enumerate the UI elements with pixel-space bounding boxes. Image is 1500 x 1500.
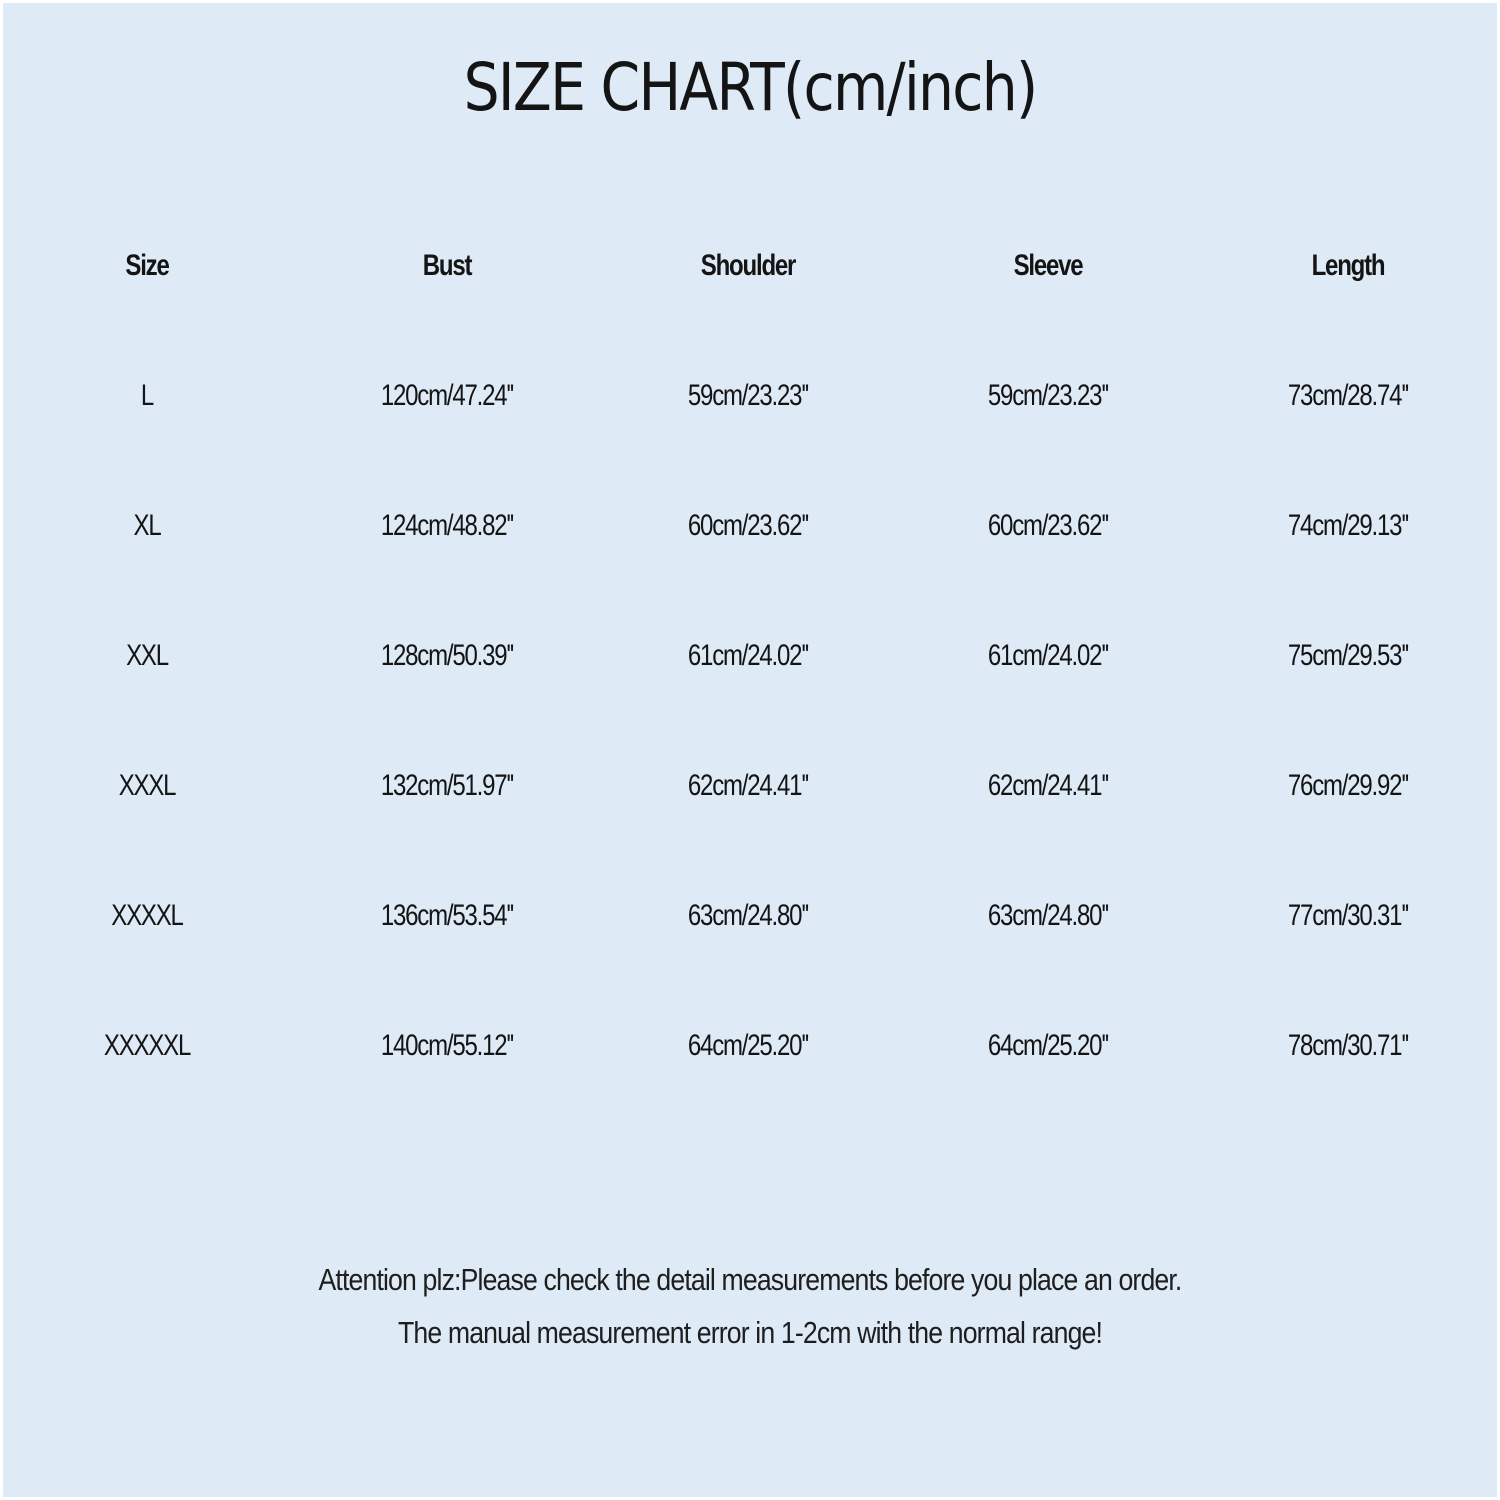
sleeve-cell: 64cm/25.20'' [987,1029,1109,1062]
bust-cell: 136cm/53.54'' [380,899,514,932]
shoulder-cell: 59cm/23.23'' [687,379,809,412]
sleeve-cell: 60cm/23.62'' [987,509,1109,542]
header-shoulder: Shoulder [700,249,796,282]
sleeve-cell: 63cm/24.80'' [987,899,1109,932]
table-row [3,496,1497,556]
size-cell: XXXL [118,769,176,802]
length-cell: 73cm/28.74'' [1287,379,1409,412]
length-cell: 77cm/30.31'' [1287,899,1409,932]
size-table [3,203,1497,1113]
measurement-note [108,1253,1393,1359]
sleeve-cell: 62cm/24.41'' [987,769,1109,802]
size-chart-panel [3,3,1497,1497]
shoulder-cell: 63cm/24.80'' [687,899,809,932]
bust-cell: 124cm/48.82'' [380,509,514,542]
note-line-attention: Attention plz:Please check the detail measurements before you place an order. [318,1262,1182,1297]
header-size: Size [125,249,169,282]
length-cell: 78cm/30.71'' [1287,1029,1409,1062]
table-row [3,626,1497,686]
size-cell: L [140,379,154,412]
table-row [3,1016,1497,1076]
header-length: Length [1311,249,1385,282]
length-cell: 75cm/29.53'' [1287,639,1409,672]
note-line-error: The manual measurement error in 1-2cm with the normal range! [397,1315,1103,1350]
table-row [3,366,1497,426]
header-bust: Bust [422,249,472,282]
size-cell: XXXXXL [103,1029,191,1062]
shoulder-cell: 64cm/25.20'' [687,1029,809,1062]
table-row [3,756,1497,816]
header-sleeve: Sleeve [1013,249,1083,282]
bust-cell: 120cm/47.24'' [380,379,514,412]
shoulder-cell: 61cm/24.02'' [687,639,809,672]
bust-cell: 128cm/50.39'' [380,639,514,672]
table-header-row [3,236,1497,296]
sleeve-cell: 61cm/24.02'' [987,639,1109,672]
bust-cell: 132cm/51.97'' [380,769,514,802]
page-title: SIZE CHART(cm/inch) [463,49,1037,126]
length-cell: 74cm/29.13'' [1287,509,1409,542]
size-cell: XXL [126,639,168,672]
table-row [3,886,1497,946]
sleeve-cell: 59cm/23.23'' [987,379,1109,412]
shoulder-cell: 62cm/24.41'' [687,769,809,802]
length-cell: 76cm/29.92'' [1287,769,1409,802]
size-cell: XXXXL [111,899,183,932]
size-cell: XL [133,509,161,542]
bust-cell: 140cm/55.12'' [380,1029,514,1062]
shoulder-cell: 60cm/23.62'' [687,509,809,542]
